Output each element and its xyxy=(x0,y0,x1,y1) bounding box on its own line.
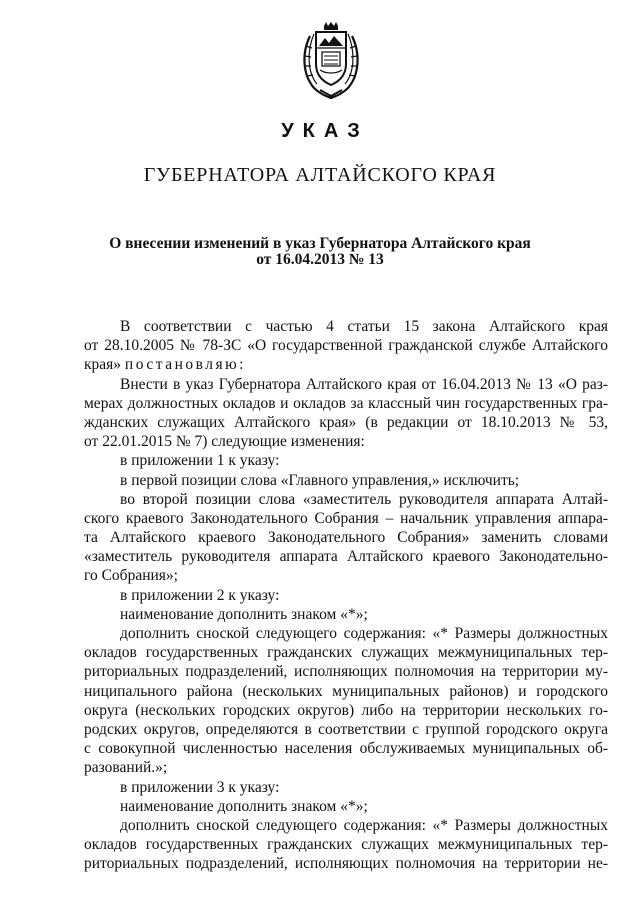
paragraph-line: дополнить сноской следующего содержания: «* Размеры должностных xyxy=(120,625,608,642)
paragraph-line: Внести в указ Губернатора Алтайского края от 16.04.2013 № 13 «О раз- xyxy=(120,375,608,393)
document-body xyxy=(84,317,608,873)
paragraph-line: жданских служащих Алтайского края» (в редакции от 18.10.2013 № 53, xyxy=(84,413,608,431)
paragraph-line: риториальных подразделений, исполняющих полномочия на территории му- xyxy=(84,663,608,681)
paragraph-text: края» xyxy=(84,356,122,374)
paragraph-line: в приложении 2 к указу: xyxy=(120,586,280,604)
paragraph-line: наименование дополнить знаком «*»; xyxy=(120,797,368,815)
paragraph-line: округа (нескольких городских округов) либо на территории нескольких го- xyxy=(84,701,608,719)
paragraph-line: в приложении 3 к указу: xyxy=(120,778,280,796)
paragraph-line: ского краевого Законодательного Собрания – начальник управления аппара- xyxy=(84,509,608,527)
paragraph-line: от 28.10.2005 № 78-ЗС «О государственной гражданской службе Алтайского xyxy=(84,337,608,355)
paragraph-line: родских округов, определяются в соответствии с группой городского округа xyxy=(84,720,608,738)
paragraph-line: мерах должностных окладов и окладов за классный чин государственных гра- xyxy=(84,394,608,412)
paragraph-line: в первой позиции слова «Главного управления,» исключить; xyxy=(120,471,520,489)
paragraph-line: «заместитель руководителя аппарата Алтайского краевого Законодательно- xyxy=(84,548,608,566)
paragraph-line: окладов государственных гражданских служащих межмуниципальных тер- xyxy=(84,644,608,662)
paragraph-line: во второй позиции слова «заместитель руководителя аппарата Алтай- xyxy=(120,490,608,508)
paragraph-line: разований.»; xyxy=(84,759,168,777)
paragraph-line: окладов государственных гражданских служащих межмуниципальных тер- xyxy=(84,836,608,854)
paragraph-line: с совокупной численностью населения обслуживаемых муниципальных об- xyxy=(84,740,608,758)
paragraph-line: го Собрания»; xyxy=(84,567,178,585)
document-subject xyxy=(0,236,640,268)
paragraph-line: риториальных подразделений, исполняющих полномочия на территории не- xyxy=(84,855,608,873)
paragraph-line: дополнить сноской следующего содержания: «* Размеры должностных xyxy=(120,816,608,834)
decree-verb: постановляю: xyxy=(124,356,246,374)
paragraph-line: от 22.01.2015 № 7) следующие изменения: xyxy=(84,433,365,451)
paragraph-line: ниципального района (нескольких муниципальных районов) и городского xyxy=(84,682,608,700)
paragraph-line xyxy=(84,355,608,374)
paragraph-line: в приложении 1 к указу: xyxy=(120,452,280,470)
paragraph-line: та Алтайского краевого Законодательного Собрания» заменить словами xyxy=(84,529,608,547)
paragraph-line: наименование дополнить знаком «*»; xyxy=(120,605,368,623)
issuer-title: ГУБЕРНАТОРА АЛТАЙСКОГО КРАЯ xyxy=(143,164,497,186)
altai-krai-coat-of-arms-icon xyxy=(298,22,364,100)
document-type-title: УКАЗ xyxy=(281,120,369,142)
subject-line-1: О внесении изменений в указ Губернатора Алтайского края xyxy=(109,235,531,252)
paragraph-line: В соответствии с частью 4 статьи 15 закона Алтайского края xyxy=(120,318,608,335)
subject-line-2: от 16.04.2013 № 13 xyxy=(256,251,384,268)
